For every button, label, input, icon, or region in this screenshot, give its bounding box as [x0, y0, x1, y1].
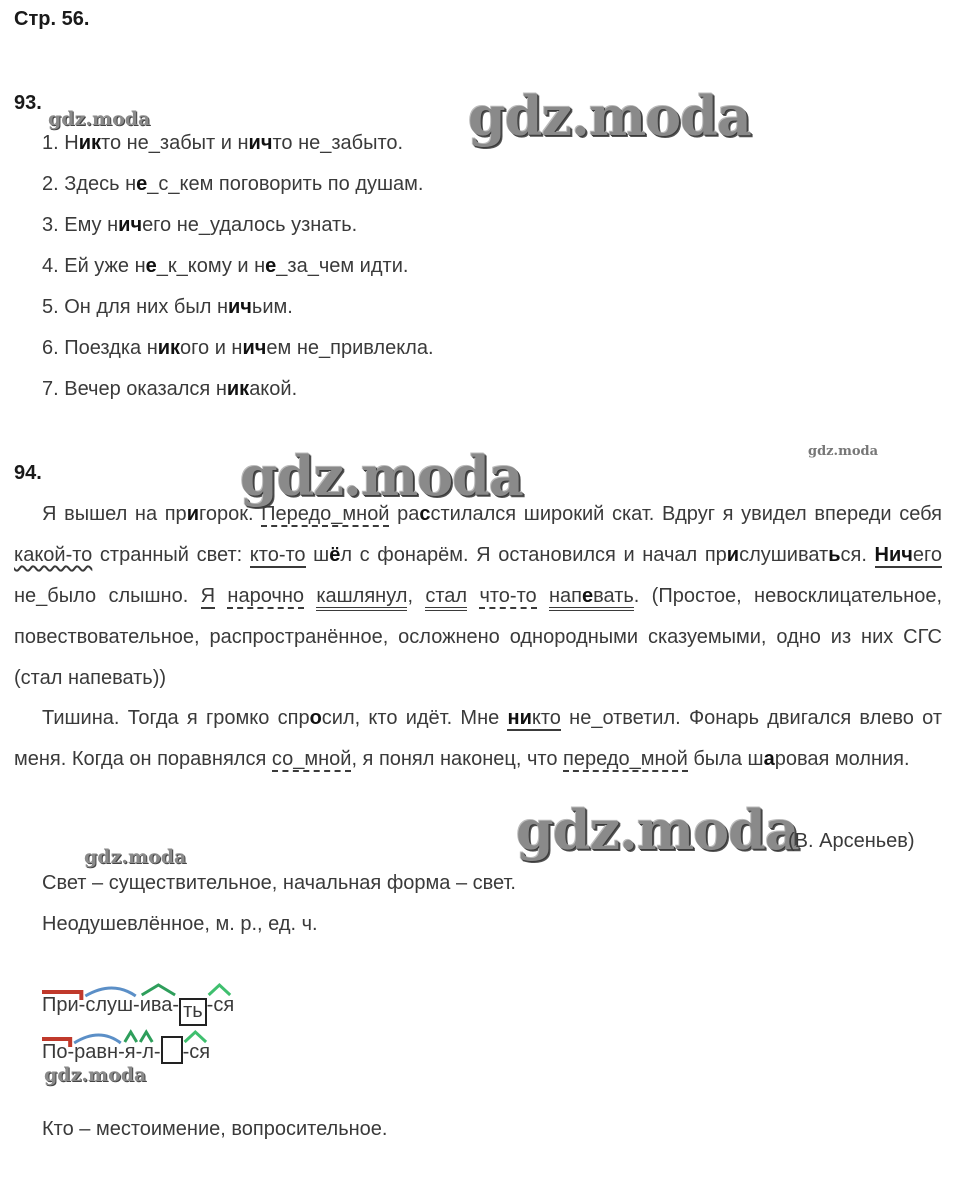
sentence-part-obj: Передо_мной [261, 503, 390, 525]
highlighted-letters: ик [226, 378, 250, 400]
text-segment: _к_кому и н [156, 255, 266, 277]
text-segment: сил, кто идёт. Мне [321, 707, 508, 729]
sentence-part-pred: е [582, 585, 593, 611]
text-segment: 1. [42, 132, 65, 154]
author-attribution: (В. Арсеньев) [788, 830, 915, 852]
highlighted-letters: е [136, 173, 148, 195]
highlighted-letters: и [186, 503, 199, 525]
word-suffix: л- [142, 1041, 161, 1063]
sentence-part-pred: стал [425, 585, 467, 611]
sentence-part-subj: кто-то [249, 544, 306, 566]
sentence-part-pred: вать [593, 585, 634, 611]
text-segment: . (Простое, невосклицательное, повествовательное, распространённое, осложнено однородными сказуемыми, одно из них СГС (стал напевать)) [14, 585, 943, 689]
text-segment: его не_удалось узнать. [142, 214, 358, 236]
highlighted-letters: е [265, 255, 277, 277]
text-segment: горок. [198, 503, 262, 525]
text-segment: 6. Поездка н [42, 337, 158, 359]
root-mark [85, 988, 135, 996]
watermark: gdz.moda [516, 798, 799, 862]
watermark: gdz.moda [84, 846, 187, 868]
watermark: gdz.moda [44, 1064, 147, 1086]
highlighted-letters: ё [329, 544, 341, 566]
text-segment: акой. [249, 378, 298, 400]
suffix-mark [125, 1032, 137, 1042]
highlighted-letters: о [309, 707, 322, 729]
page-header: Стр. 56. [14, 8, 90, 30]
watermark: gdz.moda [48, 108, 151, 130]
sentence-part-attr: какой-то [14, 544, 93, 566]
highlighted-letters: ич [118, 214, 143, 236]
text-segment: Я вышел на пр [42, 503, 187, 525]
suffix-mark [209, 985, 231, 995]
text-segment: не_было слышно. [14, 585, 201, 607]
text-segment: 3. Ему н [42, 214, 119, 236]
word-suffix: ива- [139, 994, 180, 1016]
highlighted-letters: ич [248, 132, 273, 154]
text-segment: Тишина. Тогда я громко спр [42, 707, 310, 729]
text-segment: странный свет: [92, 544, 250, 566]
sentence-part-adv: нарочно [227, 585, 304, 607]
word-suffix: я- [124, 1041, 143, 1063]
text-segment: 7. Вечер оказался н [42, 378, 227, 400]
word-root: слуш- [85, 994, 140, 1016]
text-segment: то не_забыт и н [101, 132, 249, 154]
highlighted-letters: ик [78, 132, 102, 154]
text-segment: Н [64, 132, 79, 154]
sentence-part-subj: Нич [874, 544, 913, 566]
exercise-93-number: 93. [14, 92, 42, 114]
sentence-part-adv: передо_мной [563, 748, 688, 770]
text-segment: ш [305, 544, 330, 566]
text-segment: л с фонарём. Я остановился и начал пр [340, 544, 727, 566]
highlighted-letters: ик [157, 337, 181, 359]
highlighted-letters: е [145, 255, 157, 277]
sentence-part-obj: со_мной [271, 748, 352, 770]
sentence-part-pred: нап [549, 585, 582, 611]
word-ending: ть [179, 998, 207, 1026]
prefix-mark [42, 992, 81, 1000]
text-segment: то не_забыто. [272, 132, 404, 154]
sentence-part-subj: его [912, 544, 942, 566]
morph-analysis-line-1: Свет – существительное, начальная форма – свет. [42, 872, 516, 894]
text-segment: 4. Ей уже н [42, 255, 146, 277]
highlighted-letters: и [726, 544, 740, 566]
watermark: gdz.moda [808, 444, 879, 459]
highlighted-letters: а [763, 748, 775, 770]
highlighted-letters: с [419, 503, 431, 525]
text-segment: ого и н [180, 337, 243, 359]
text-segment: 5. Он для них был н [42, 296, 228, 318]
text-segment: ра [389, 503, 420, 525]
exercise-94-number: 94. [14, 462, 42, 484]
sentence-part-subj: Я [200, 585, 216, 607]
sentence-part-pred: кашлянул [316, 585, 407, 611]
word-postfix: -ся [206, 994, 235, 1016]
word-postfix: -ся [182, 1041, 211, 1063]
text-segment: стилался широкий скат. Вдруг я увидел впереди себя [430, 503, 942, 525]
sentence-part-obj: что-то [479, 585, 537, 607]
morph-analysis-line-2: Неодушевлённое, м. р., ед. ч. [42, 913, 318, 935]
text-segment: ьим. [251, 296, 293, 318]
highlighted-letters: ич [228, 296, 252, 318]
root-mark [74, 1035, 121, 1043]
suffix-mark [142, 985, 175, 995]
highlighted-letters: ь [828, 544, 841, 566]
text-segment: слушиват [739, 544, 829, 566]
text-segment: ровая молния. [774, 748, 910, 770]
text-segment: 2. Здесь н [42, 173, 137, 195]
text-segment: , я понял наконец, что [351, 748, 564, 770]
word-root: равн- [74, 1041, 125, 1063]
word-prefix: По- [42, 1041, 75, 1063]
watermark: gdz.moda [240, 444, 523, 508]
sentence-part-subj: ни [507, 707, 532, 729]
prefix-mark [42, 1039, 70, 1047]
sentence-part-subj: кто [531, 707, 561, 729]
highlighted-letters: ич [242, 337, 267, 359]
text-segment: не_ответил. Фонарь двигался влево от меня. Когда он поравнялся [14, 707, 942, 770]
text-segment: , [407, 585, 426, 607]
text-segment: ем не_привлекла. [266, 337, 434, 359]
suffix-mark [140, 1032, 152, 1042]
text-segment: _с_кем поговорить по душам. [147, 173, 424, 195]
text-segment: _за_чем идти. [276, 255, 409, 277]
watermark: gdz.moda [468, 84, 751, 148]
morph-analysis-line-3: Кто – местоимение, вопросительное. [42, 1118, 388, 1140]
suffix-mark [185, 1032, 207, 1042]
text-segment: ся. [840, 544, 875, 566]
word-prefix: При- [42, 994, 86, 1016]
text-segment: была ш [687, 748, 764, 770]
